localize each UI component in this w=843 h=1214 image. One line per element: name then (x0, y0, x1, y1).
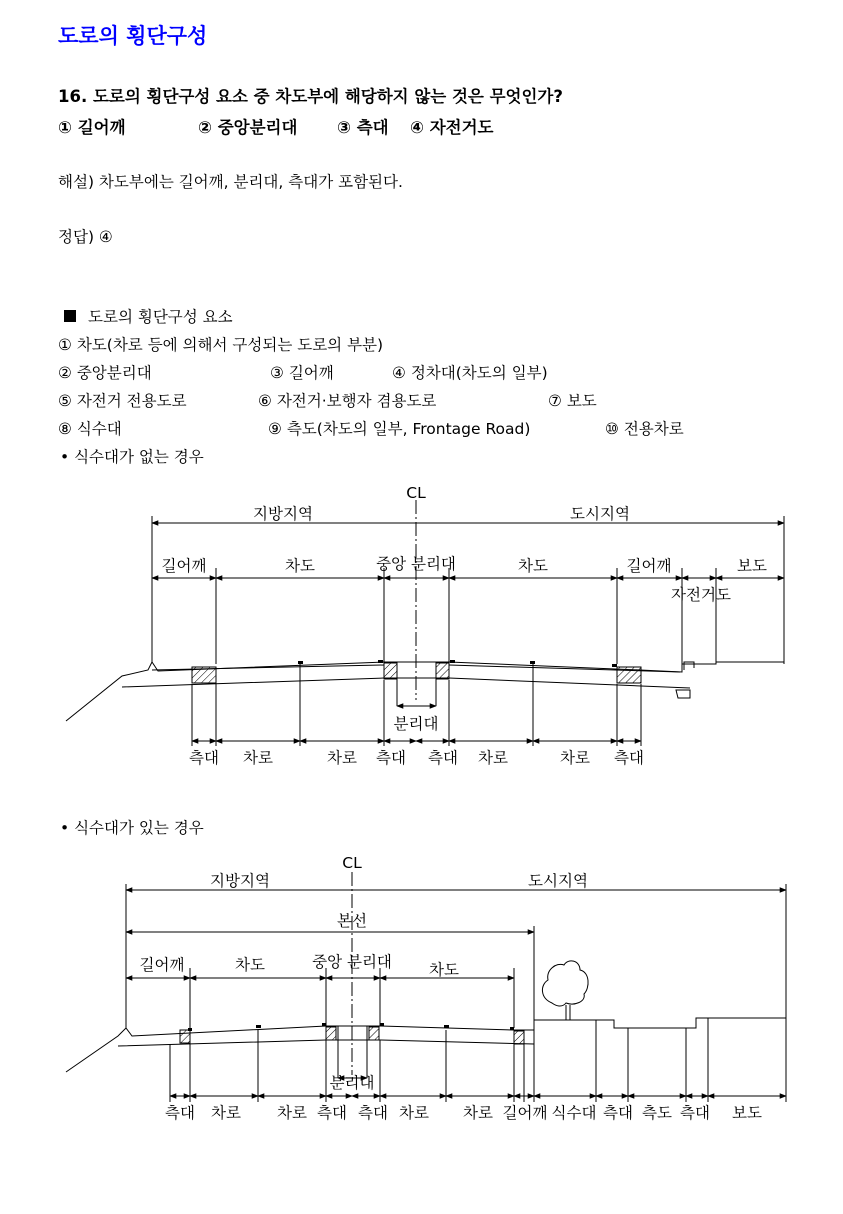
cross-section-diagram-2 (0, 840, 843, 1140)
top-label: 길어깨 (161, 557, 207, 575)
option-2: ② 중앙분리대 (198, 118, 298, 137)
element-item: ⑦ 보도 (548, 392, 597, 410)
page-title: 도로의 횡단구성 (58, 24, 208, 48)
element-item: ④ 정차대(차도의 일부) (392, 364, 548, 382)
element-item: ⑥ 자전거·보행자 겸용도로 (258, 392, 437, 410)
option-4: ④ 자전거도 (410, 118, 494, 137)
element-item: ⑩ 전용차로 (605, 420, 684, 438)
centerline-label: CL (342, 854, 362, 872)
bottom-label: 측대 (358, 1104, 388, 1122)
tree-icon (542, 961, 588, 1006)
bottom-label: 보도 (732, 1104, 762, 1122)
case2-caption: • 식수대가 있는 경우 (60, 819, 204, 837)
square-bullet-icon (64, 310, 76, 322)
top-label: 차도 (285, 557, 315, 575)
element-item: ② 중앙분리대 (58, 364, 152, 382)
element-item: ⑧ 식수대 (58, 420, 122, 438)
bottom-label: 차로 (478, 749, 508, 767)
cross-section-diagram-1 (0, 470, 843, 780)
bottom-label: 차로 (327, 749, 357, 767)
bottom-label: 측대 (603, 1104, 633, 1122)
bottom-label: 길어깨 (502, 1104, 548, 1122)
top-label: 중앙 분리대 (376, 555, 456, 573)
bottom-label: 차로 (560, 749, 590, 767)
region-left-label: 지방지역 (210, 872, 270, 890)
elements-heading-text: 도로의 횡단구성 요소 (88, 308, 233, 326)
top-label: 길어깨 (139, 956, 185, 974)
bottom-label: 식수대 (551, 1104, 597, 1122)
divider-label: 분리대 (393, 715, 439, 733)
bottom-label: 차로 (399, 1104, 429, 1122)
question-text: 16. 도로의 횡단구성 요소 중 차도부에 해당하지 않는 것은 무엇인가? (58, 87, 563, 106)
main-road-label: 본선 (337, 912, 367, 930)
bottom-label: 측대 (428, 749, 458, 767)
case1-caption: • 식수대가 없는 경우 (60, 448, 204, 466)
element-item: ① 차도(차로 등에 의해서 구성되는 도로의 부분) (58, 336, 384, 354)
option-1: ① 길어깨 (58, 118, 126, 137)
answer: 정답) ④ (58, 228, 113, 246)
bottom-label: 측대 (317, 1104, 347, 1122)
top-label: 길어깨 (626, 557, 672, 575)
bottom-label: 측대 (680, 1104, 710, 1122)
region-left-label: 지방지역 (253, 505, 313, 523)
top-label: 차도 (235, 956, 265, 974)
element-item: ⑤ 자전거 전용도로 (58, 392, 187, 410)
bottom-label: 측도 (642, 1104, 672, 1122)
bike-lane-label: 자전거도 (671, 586, 731, 604)
top-label: 보도 (737, 557, 767, 575)
element-item: ③ 길어깨 (270, 364, 334, 382)
bottom-label: 차로 (463, 1104, 493, 1122)
bottom-label: 차로 (211, 1104, 241, 1122)
divider-label: 분리대 (329, 1074, 375, 1092)
explanation: 해설) 차도부에는 길어깨, 분리대, 측대가 포함된다. (58, 173, 403, 191)
bottom-label: 차로 (243, 749, 273, 767)
top-label: 차도 (429, 961, 459, 979)
bottom-label: 측대 (165, 1104, 195, 1122)
bottom-label: 측대 (614, 749, 644, 767)
bottom-label: 측대 (189, 749, 219, 767)
top-label: 중앙 분리대 (312, 953, 392, 971)
centerline-label: CL (406, 484, 426, 502)
region-right-label: 도시지역 (528, 872, 588, 890)
bottom-label: 측대 (376, 749, 406, 767)
region-right-label: 도시지역 (570, 505, 630, 523)
elements-heading (64, 305, 233, 327)
option-3: ③ 측대 (337, 118, 389, 137)
element-item: ⑨ 측도(차도의 일부, Frontage Road) (268, 420, 531, 438)
top-label: 차도 (518, 557, 548, 575)
bottom-label: 차로 (277, 1104, 307, 1122)
